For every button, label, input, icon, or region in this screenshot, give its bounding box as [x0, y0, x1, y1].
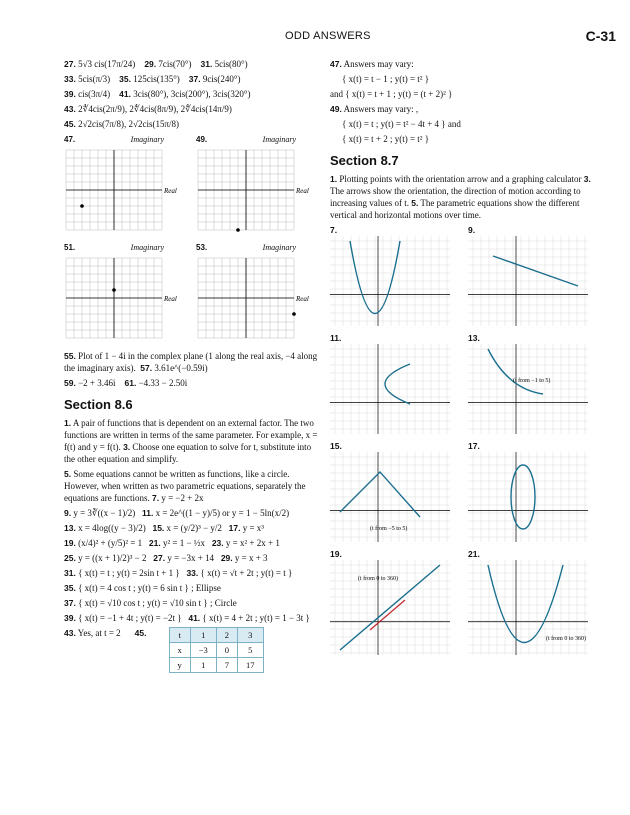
- answer-line: 31. { x(t) = t ; y(t) = 2sin t + 1 } 33. { x(t) = √t + 2t ; y(t) = t }: [64, 568, 293, 578]
- graph-note: (t from −1 to 5): [513, 378, 551, 384]
- answer-line: 25. y = ((x + 1)/2)³ − 2 27. y = −3x + 14 29. y = x + 3: [64, 553, 268, 563]
- answer-line: 35. { x(t) = 4 cos t ; y(t) = 6 sin t } ; Ellipse: [64, 583, 221, 593]
- left-column: [64, 58, 319, 676]
- section-title: Section 8.6: [64, 397, 133, 412]
- plotted-point: [236, 228, 240, 232]
- right-column: [330, 58, 598, 661]
- complex-plane-svg: [196, 146, 316, 238]
- answer-49-system-2: { x(t) = t + 2 ; y(t) = t² }: [342, 134, 430, 144]
- graph-19: 19. (t from 0 to 360): [330, 548, 450, 655]
- answer-line: 39. { x(t) = −1 + 4t ; y(t) = −2t } 41. { x(t) = 4 + 2t ; y(t) = 1 − 3t }: [64, 613, 310, 623]
- complex-plane-svg: [196, 254, 316, 346]
- answer-line: 45. 2√2cis(7π/8), 2√2cis(15π/8): [64, 119, 180, 129]
- graph-21: 21. (t from 0 to 360): [468, 548, 588, 655]
- plotted-point: [292, 312, 296, 316]
- graph-7: 7.: [330, 224, 450, 326]
- graph-note: (t from 0 to 360): [546, 636, 586, 642]
- answer-55: 55. Plot of 1 − 4i in the complex plane (1 along the real axis, −4 along the imaginary axis). 57. 3.61e^(−0.59i): [64, 351, 318, 373]
- answer-47: 47. Answers may vary:: [330, 59, 414, 69]
- parametric-graph: [330, 452, 450, 542]
- page-number: C-31: [585, 28, 616, 44]
- answer-line: 33. 5cis(π/3) 35. 125cis(135°) 37. 9cis(240°): [64, 74, 241, 84]
- complex-graph: 53. Imaginary Real: [196, 242, 316, 346]
- answer-line: 27. 5√3 cis(17π/24) 29. 7cis(70°) 31. 5cis(80°): [64, 59, 248, 69]
- answer-47-system-1: { x(t) = t − 1 ; y(t) = t² }: [342, 74, 430, 84]
- answer-59-61: 59. −2 + 3.46i 61. −4.33 − 2.50i: [64, 378, 188, 388]
- answer-line: 9. y = 3∛((x − 1)/2) 11. x = 2e^((1 − y)/5) or y = 1 − 5ln(x/2): [64, 508, 290, 518]
- graph-11: 11.: [330, 332, 450, 434]
- axis-label: Real: [296, 187, 309, 195]
- header-title: ODD ANSWERS: [285, 30, 371, 42]
- parametric-graph: [330, 560, 450, 655]
- parametric-graph: [468, 236, 588, 326]
- complex-graphs-row: [64, 242, 319, 346]
- answer-line: 19. (x/4)² + (y/5)² = 1 21. y² = 1 − ½x 23. y = x² + 2x + 1: [64, 538, 280, 548]
- complex-plane-svg: [64, 146, 184, 238]
- answer-line: 39. cis(3π/4) 41. 3cis(80°), 3cis(200°), 3cis(320°): [64, 89, 251, 99]
- parametric-graph: [468, 344, 588, 434]
- answer-49-systems: { x(t) = t ; y(t) = t² − 4t + 4 } and: [342, 119, 461, 129]
- answer-5: 5. Some equations cannot be written as functions, like a circle. However, when written as two parametric equations, separately the equations are functions. 7. y = −2 + 2x: [64, 469, 306, 503]
- plotted-point: [112, 288, 116, 292]
- answer-45-table: [169, 627, 264, 673]
- axis-label: Real: [296, 295, 309, 303]
- parametric-graph: [468, 452, 588, 542]
- complex-graph: 49. Imaginary Real: [196, 134, 316, 238]
- graphs-row: [330, 224, 598, 326]
- complex-graphs-row: [64, 134, 319, 238]
- section-title: Section 8.7: [330, 153, 399, 168]
- graph-note: (t from 0 to 360): [358, 576, 398, 582]
- axis-label: Real: [164, 295, 177, 303]
- answer-line: 37. { x(t) = √10 cos t ; y(t) = √10 sin t } ; Circle: [64, 598, 237, 608]
- graph-13: 13. (t from −1 to 5): [468, 332, 588, 434]
- complex-graph: 47. Imaginary Real: [64, 134, 184, 238]
- parametric-graph: [468, 560, 588, 655]
- graph-9: 9.: [468, 224, 588, 326]
- table-row: x −3 0 5: [169, 643, 263, 658]
- answer-1-3-5: 1. Plotting points with the orientation arrow and a graphing calculator 3. The arrows show the orientation, the direction of motion according to increasing values of t. 5. The parametric equations show the different vertical and horizontal motions over time.: [330, 174, 591, 220]
- answer-43-45: 43. Yes, at t = 2 45. t 1 2 3 x −3 0 5 y 1 7 17: [64, 627, 319, 673]
- axis-label: Real: [164, 187, 177, 195]
- graph-15: 15. (t from −5 to 5): [330, 440, 450, 542]
- table-row: y 1 7 17: [169, 658, 263, 673]
- graphs-row: [330, 548, 598, 655]
- graph-note: (t from −5 to 5): [370, 526, 408, 532]
- page-header: [0, 30, 630, 48]
- parametric-graph: [330, 344, 450, 434]
- complex-graph: 51. Imaginary Real: [64, 242, 184, 346]
- plotted-point: [80, 204, 84, 208]
- answer-line: 43. 2∜4cis(2π/9), 2∜4cis(8π/9), 2∜4cis(14π/9): [64, 104, 232, 114]
- parametric-graph: [330, 236, 450, 326]
- table-row: t 1 2 3: [169, 628, 263, 643]
- graph-17: 17.: [468, 440, 588, 542]
- answer-1: 1. A pair of functions that is dependent on an external factor. The two functions are written in terms of the same parameter. For example, x = f(t) and y = f(t). 3. Choose one equation to solve for t, substitute into the other equation and simplify.: [64, 418, 318, 464]
- answer-line: 13. x = 4log((y − 3)/2) 15. x = (y/2)³ − y/2 17. y = x³: [64, 523, 265, 533]
- graphs-row: [330, 332, 598, 434]
- answer-49: 49. Answers may vary: ,: [330, 104, 419, 114]
- answer-47-and: and { x(t) = t + 1 ; y(t) = (t + 2)² }: [330, 89, 453, 99]
- complex-plane-svg: [64, 254, 184, 346]
- graphs-row: [330, 440, 598, 542]
